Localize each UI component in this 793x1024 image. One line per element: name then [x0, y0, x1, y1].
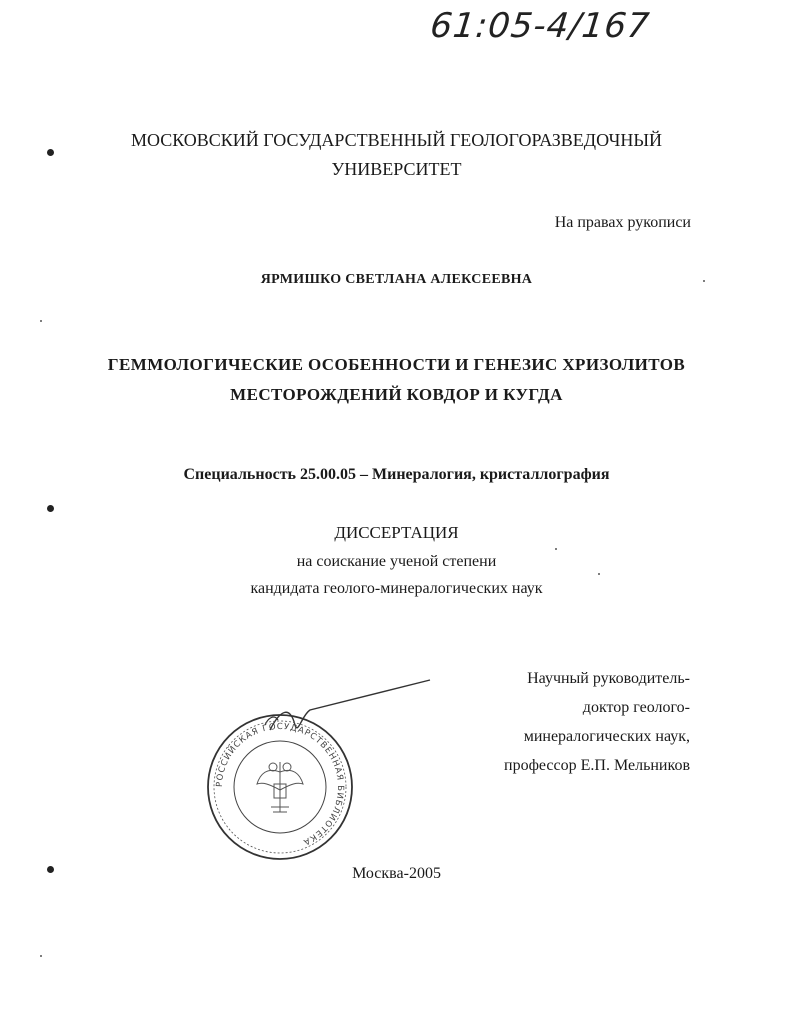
scan-speck: [40, 955, 42, 957]
double-headed-eagle-emblem: [257, 762, 303, 812]
university-name-line2: УНИВЕРСИТЕТ: [331, 159, 462, 179]
handwritten-code: 61:05-4/167: [428, 6, 652, 46]
scan-speck: [598, 573, 600, 575]
scan-speck: [555, 548, 557, 550]
dissertation-title-line1: ГЕММОЛОГИЧЕСКИЕ ОСОБЕННОСТИ И ГЕНЕЗИС ХРИЗОЛИТОВ: [107, 355, 686, 374]
city-year: Москва-2005: [352, 865, 441, 882]
dissertation-title-line2: МЕСТОРОЖДЕНИЙ КОВДОР И КУГДА: [230, 385, 563, 404]
scientific-advisor: [504, 664, 690, 780]
scan-speck: [40, 320, 42, 322]
specialty: Специальность 25.00.05 – Минералогия, кристаллография: [183, 466, 610, 483]
degree-line2: кандидата геолого-минералогических наук: [250, 580, 543, 597]
advisor-line2: доктор геолого-: [582, 699, 690, 716]
author-name: ЯРМИШКО СВЕТЛАНА АЛЕКСЕЕВНА: [260, 272, 533, 287]
university-name-line1: МОСКОВСКИЙ ГОСУДАРСТВЕННЫЙ ГЕОЛОГОРАЗВЕДОЧНЫЙ: [130, 130, 663, 150]
stamp-text: РОССИЙСКАЯ ГОСУДАРСТВЕННАЯ БИБЛИОТЕКА: [214, 721, 346, 847]
degree-line1: на соискание ученой степени: [296, 553, 497, 570]
library-stamp-seal: [205, 712, 355, 862]
advisor-line4: профессор Е.П. Мельников: [504, 757, 690, 774]
advisor-line3: минералогических наук,: [523, 728, 690, 745]
document-type: ДИССЕРТАЦИЯ: [334, 523, 459, 542]
punch-hole-dot: [47, 505, 54, 512]
dissertation-title: [0, 350, 793, 410]
manuscript-rights-note: На правах рукописи: [554, 214, 691, 231]
advisor-line1: Научный руководитель-: [527, 670, 690, 687]
